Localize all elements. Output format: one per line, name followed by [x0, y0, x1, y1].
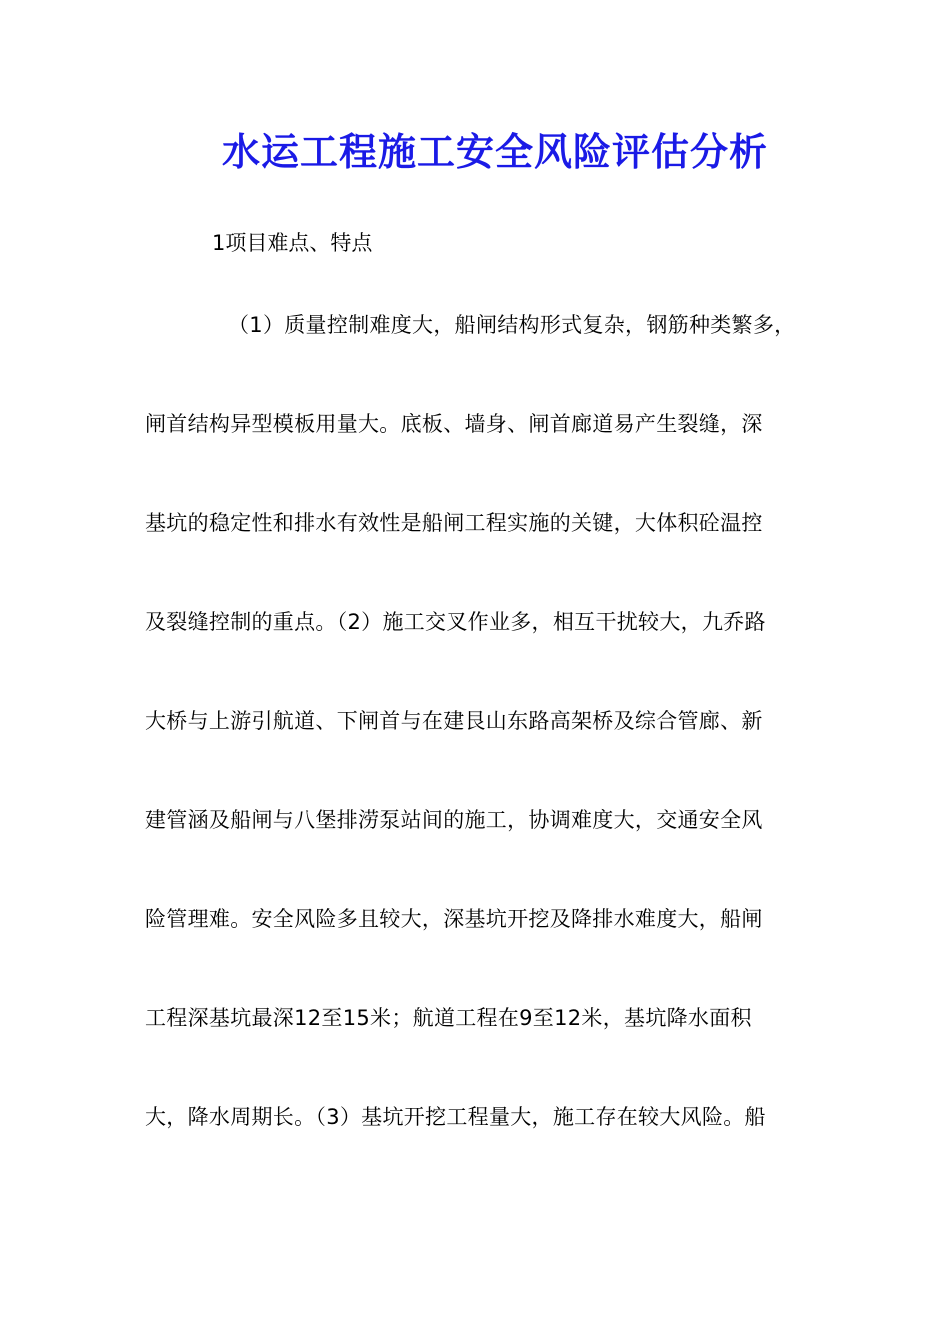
paragraph-line-2: 闸首结构异型模板用量大。底板、墙身、闸首廊道易产生裂缝，深	[145, 412, 763, 436]
paragraph-line-6: 建管涵及船闸与八堡排涝泵站间的施工，协调难度大，交通安全风	[145, 808, 763, 832]
paragraph-line-9: 大，降水周期长。（3）基坑开挖工程量大，施工存在较大风险。船	[145, 1105, 766, 1129]
paragraph-line-3: 基坑的稳定性和排水有效性是船闸工程实施的关键，大体积砼温控	[145, 511, 763, 535]
paragraph-line-5: 大桥与上游引航道、下闸首与在建艮山东路高架桥及综合管廊、新	[145, 709, 763, 733]
paragraph-line-4: 及裂缝控制的重点。（2）施工交叉作业多，相互干扰较大，九乔路	[145, 610, 766, 634]
paragraph-line-7: 险管理难。安全风险多且较大，深基坑开挖及降排水难度大，船闸	[145, 907, 763, 931]
page-title: 水运工程施工安全风险评估分析	[221, 130, 768, 174]
paragraph-line-8: 工程深基坑最深12至15米；航道工程在9至12米，基坑降水面积	[145, 1006, 752, 1030]
section-heading: 1项目难点、特点	[212, 231, 373, 255]
paragraph-line-1: （1）质量控制难度大，船闸结构形式复杂，钢筋种类繁多，	[228, 313, 796, 337]
